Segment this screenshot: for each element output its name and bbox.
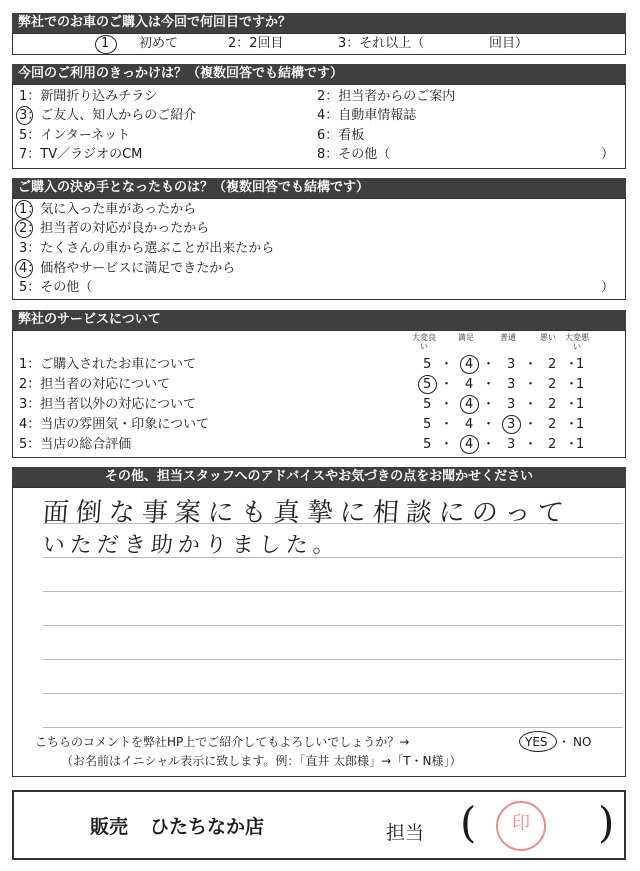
q4-rating-option[interactable]: 2	[548, 417, 557, 432]
q4-rating-option[interactable]: 1	[576, 437, 585, 452]
q2-option-2[interactable]: 2：担当者からのご案内	[317, 89, 456, 104]
q4-rating-separator: ・	[524, 417, 538, 432]
q4-rating-option[interactable]: 4	[465, 377, 474, 392]
q4-rating-separator: ・	[482, 437, 496, 452]
q4-title: 弊社のサービスについて	[12, 310, 626, 330]
q4-rating-option[interactable]: 1	[576, 397, 585, 412]
staff-label: 担当	[386, 822, 425, 844]
q4-rating-separator: ・	[482, 357, 496, 372]
q4-rating-separator: ・	[565, 417, 579, 432]
q4-rating-separator: ・	[565, 357, 579, 372]
q4-rating-option[interactable]: 4	[465, 417, 474, 432]
q4-row-label: 3：担当者以外の対応について	[19, 397, 197, 412]
q4-rating-separator: ・	[482, 417, 496, 432]
q4-header-very-bad: 大変悪い	[565, 333, 589, 351]
comment-rule	[43, 727, 623, 728]
q4-rating-option[interactable]: 5	[423, 417, 432, 432]
q4-rating-option[interactable]: 3	[507, 357, 516, 372]
q4-rating-option[interactable]: 2	[548, 397, 557, 412]
sales-label: 販売	[90, 816, 129, 838]
q5-title: その他、担当スタッフへのアドバイスやお気づきの点をお聞かせください	[12, 467, 626, 487]
q2-option-3[interactable]: 3：ご友人、知人からのご紹介	[19, 108, 197, 123]
q4-rating-option[interactable]: 1	[576, 417, 585, 432]
q4-rating-separator: ・	[524, 357, 538, 372]
comment-rule	[43, 659, 623, 660]
q4-rating-option[interactable]: 5	[423, 437, 432, 452]
q4-rating-selected-circle	[460, 395, 479, 414]
q4-rating-separator: ・	[524, 397, 538, 412]
q1-option-3[interactable]: 3：それ以上（	[338, 36, 425, 51]
staff-stamp	[496, 801, 546, 851]
q4-rating-separator: ・	[565, 437, 579, 452]
consent-separator: ・	[558, 735, 571, 749]
q2-option-4[interactable]: 4：自動車情報誌	[317, 108, 417, 123]
q3-option-2-circle	[15, 219, 33, 238]
q1-option-1-circle	[95, 35, 117, 54]
consent-yes[interactable]: YES	[525, 735, 548, 749]
consent-note: （お名前はイニシャル表示に致します。例：「直井 太郎様」→「T・N様」）	[61, 754, 462, 768]
q4-rating-separator: ・	[482, 377, 496, 392]
q4-rating-separator: ・	[440, 417, 454, 432]
q4-header-bad: 悪い	[540, 333, 556, 342]
q4-rating-option[interactable]: 3	[507, 397, 516, 412]
q2-option-1[interactable]: 1：新聞折り込みチラシ	[19, 89, 158, 104]
q4-rating-selected-circle	[460, 355, 479, 374]
q4-row-label: 4：当店の雰囲気・印象について	[19, 417, 210, 432]
staff-close-paren: )	[598, 798, 615, 847]
q4-header-satisfied: 満足	[458, 333, 474, 342]
q5-comment-box	[12, 487, 626, 777]
q4-rating-option[interactable]: 4	[465, 437, 474, 452]
q4-answer-box	[12, 330, 626, 458]
q1-option-1-number[interactable]: 1	[101, 36, 110, 51]
q4-rating-option[interactable]: 3	[507, 437, 516, 452]
q2-option-5[interactable]: 5：インターネット	[19, 128, 131, 143]
q4-row-label: 2：担当者の対応について	[19, 377, 171, 392]
handwritten-comment-line-2: いただき助かりました。	[41, 533, 341, 558]
staff-open-paren: (	[460, 798, 477, 847]
q4-rating-option[interactable]: 3	[507, 417, 516, 432]
q4-rating-separator: ・	[440, 357, 454, 372]
q4-rating-selected-circle	[418, 375, 437, 394]
q2-option-3-circle	[16, 106, 33, 125]
q2-option-8-close: ）	[601, 147, 615, 162]
q3-option-4-circle	[15, 259, 33, 278]
q4-rating-separator: ・	[440, 397, 454, 412]
staff-stamp-text: 印	[512, 813, 530, 834]
q3-title: ご購入の決め手となったものは？（複数回答でも結構です）	[12, 178, 626, 198]
q2-option-7[interactable]: 7：TV／ラジオのCM	[19, 147, 143, 162]
q2-title: 今回のご利用のきっかけは？（複数回答でも結構です）	[12, 64, 626, 84]
q4-rating-option[interactable]: 1	[576, 377, 585, 392]
comment-rule	[43, 625, 623, 626]
q1-title: 弊社でのお車のご購入は今回で何回目ですか？	[12, 13, 626, 33]
q4-rating-option[interactable]: 3	[507, 377, 516, 392]
q4-row-label: 5：当店の総合評価	[19, 437, 132, 452]
q2-option-8[interactable]: 8：その他（	[317, 147, 391, 162]
q3-option-4[interactable]: 4：価格やサービスに満足できたから	[19, 261, 236, 276]
q2-answer-box	[12, 84, 626, 169]
q1-answer-box	[12, 33, 626, 55]
q4-rating-separator: ・	[565, 377, 579, 392]
footer-box	[12, 790, 626, 860]
q4-rating-separator: ・	[524, 377, 538, 392]
q2-option-6[interactable]: 6：看板	[317, 128, 365, 143]
q4-rating-separator: ・	[565, 397, 579, 412]
q3-answer-box	[12, 198, 626, 300]
q4-rating-option[interactable]: 5	[423, 357, 432, 372]
consent-question: こちらのコメントを弊社HP上でご紹介してもよろしいでしょうか？→	[35, 735, 410, 749]
q4-header-very-good: 大変良い	[412, 333, 436, 351]
q4-header-normal: 普通	[500, 333, 516, 342]
q4-rating-option[interactable]: 1	[576, 357, 585, 372]
q4-rating-option[interactable]: 4	[465, 357, 474, 372]
q4-rating-option[interactable]: 4	[465, 397, 474, 412]
q4-rating-option[interactable]: 5	[423, 377, 432, 392]
q3-option-1[interactable]: 1：気に入った車があったから	[19, 202, 197, 217]
q4-row-label: 1：ご購入されたお車について	[19, 357, 197, 372]
q1-option-1-label: 初めて	[139, 36, 179, 51]
store-name: ひたちなか店	[150, 816, 265, 838]
q3-option-3[interactable]: 3：たくさんの車から選ぶことが出来たから	[19, 241, 275, 256]
comment-rule	[43, 591, 623, 592]
q4-rating-separator: ・	[440, 377, 454, 392]
consent-no[interactable]: NO	[573, 735, 592, 749]
q3-option-1-circle	[15, 200, 33, 219]
consent-yes-circle	[519, 731, 557, 752]
q4-rating-separator: ・	[524, 437, 538, 452]
q4-rating-option[interactable]: 5	[423, 397, 432, 412]
q3-option-5[interactable]: 5：その他（	[19, 280, 93, 295]
q4-rating-option[interactable]: 2	[548, 357, 557, 372]
q4-rating-selected-circle	[502, 415, 521, 434]
q1-option-2[interactable]: 2：2回目	[228, 36, 284, 51]
q1-option-3-times: 回目）	[489, 36, 529, 51]
q3-option-5-close: ）	[601, 280, 615, 295]
handwritten-comment-line-1: 面倒な事案にも真摯に相談にのって	[41, 498, 572, 528]
q3-option-2[interactable]: 2：担当者の対応が良かったから	[19, 221, 210, 236]
q4-rating-separator: ・	[482, 397, 496, 412]
q4-rating-option[interactable]: 2	[548, 377, 557, 392]
comment-rule	[43, 693, 623, 694]
q4-rating-option[interactable]: 2	[548, 437, 557, 452]
q4-rating-selected-circle	[460, 435, 479, 454]
q4-rating-separator: ・	[440, 437, 454, 452]
